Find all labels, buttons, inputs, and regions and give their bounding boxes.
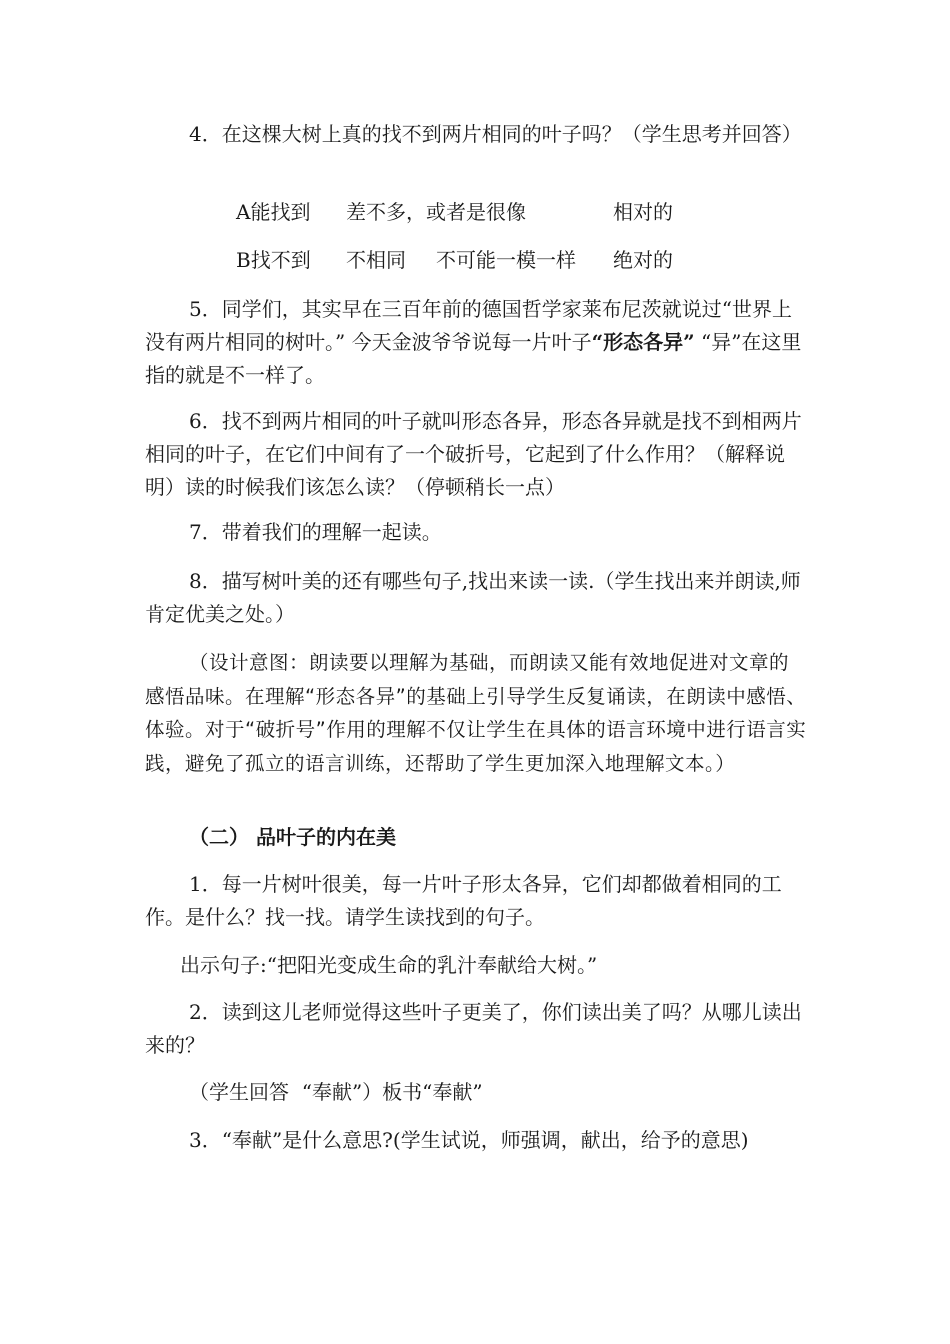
- option-b-label: B找不到: [236, 248, 311, 272]
- paragraph-5-text: 5．同学们，其实早在三百年前的德国哲学家莱布尼茨就说过“世界上没有两片相同的树叶。” 今天金波爷爷说每一片叶子: [145, 297, 792, 354]
- student-answer: （学生回答 “奉献”）板书“奉献”: [189, 1080, 483, 1104]
- option-a-desc: 差不多，或者是很像: [346, 200, 526, 224]
- bold-term: “形态各异”: [591, 330, 695, 354]
- section-heading: （二） 品叶子的内在美: [189, 825, 396, 849]
- quote-line: 出示句子:“把阳光变成生命的乳汁奉献给大树。”: [180, 953, 598, 977]
- option-b-desc: 不相同: [346, 248, 406, 272]
- section2-item-2: 2．读到这儿老师觉得这些叶子更美了，你们读出美了吗？从哪儿读出来的？: [145, 1000, 802, 1057]
- paragraph-7: 7．带着我们的理解一起读。: [189, 520, 442, 544]
- paragraph-6: 6．找不到两片相同的叶子就叫形态各异，形态各异就是找不到相两片相同的叶子，在它们中间有了一个破折号，它起到了什么作用？（解释说明）读的时候我们该怎么读？（停顿稍长一点）: [145, 409, 802, 499]
- paragraph-5: [145, 293, 807, 392]
- paragraph-5-tail: “异”在这里指的就是不一样了。: [145, 330, 802, 387]
- option-a-result: 相对的: [613, 200, 673, 224]
- paragraph-8: 8．描写树叶美的还有哪些句子,找出来读一读.（学生找出来并朗读,师肯定优美之处。）: [145, 569, 801, 626]
- option-b-result: 绝对的: [613, 248, 673, 272]
- section2-item-3: 3．“奉献”是什么意思?(学生试说，师强调，献出，给予的意思): [189, 1128, 749, 1152]
- option-b-desc2: 不可能一模一样: [436, 248, 576, 272]
- design-note: （设计意图：朗读要以理解为基础，而朗读又能有效地促进对文章的感悟品味。在理解“形态各异”的基础上引导学生反复诵读，在朗读中感悟、体验。对于“破折号”作用的理解不仅让学生在具体的语言环境中进行语言实践，避免了孤立的语言训练，还帮助了学生更加深入地理解文本。）: [145, 651, 807, 775]
- section2-item-1: 1．每一片树叶很美，每一片叶子形太各异，它们却都做着相同的工作。是什么？找一找。请学生读找到的句子。: [145, 872, 782, 929]
- paragraph-4: 4．在这棵大树上真的找不到两片相同的叶子吗？（学生思考并回答）: [189, 122, 802, 146]
- option-a-label: A能找到: [236, 200, 311, 224]
